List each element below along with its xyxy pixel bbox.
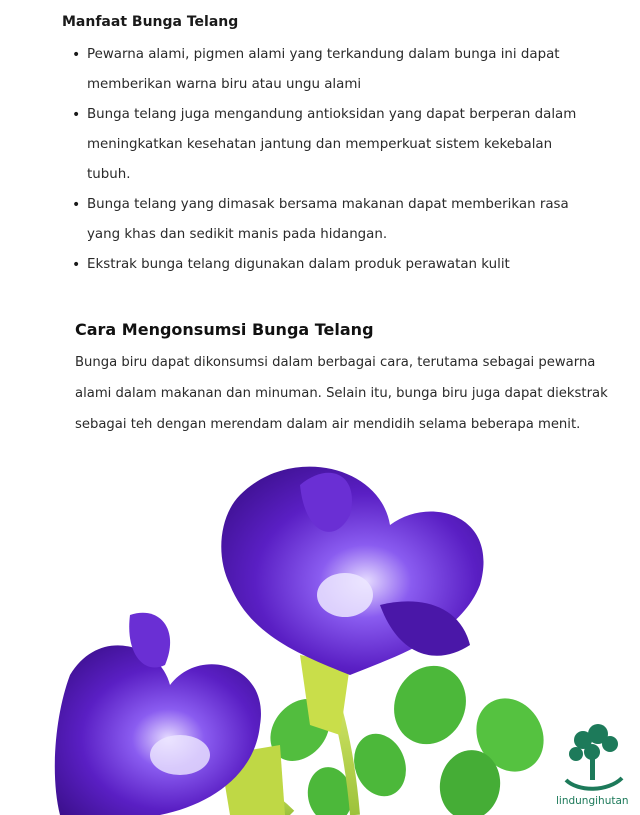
logo-text: lindungihutan	[556, 795, 629, 807]
list-item	[70, 100, 590, 190]
bullet-icon: •	[72, 197, 81, 213]
bullet-icon: •	[72, 257, 81, 273]
bullet-icon: •	[72, 47, 81, 63]
flower-upper	[221, 467, 483, 675]
list-item-text: Bunga telang yang dimasak bersama makanan dapat memberikan rasa yang khas dan sedikit manis pada hidangan.	[87, 197, 569, 242]
list-item-text: Ekstrak bunga telang digunakan dalam produk perawatan kulit	[87, 257, 510, 272]
tree-in-hand-icon	[558, 722, 630, 794]
leaf-group	[258, 654, 556, 815]
list-item-text: Pewarna alami, pigmen alami yang terkandung dalam bunga ini dapat memberikan warna biru atau ungu alami	[87, 47, 560, 92]
butterfly-pea-flower-illustration	[0, 455, 560, 815]
list-item	[70, 190, 590, 250]
list-item	[70, 250, 590, 280]
section-title-manfaat: Manfaat Bunga Telang	[62, 14, 239, 30]
section-title-cara: Cara Mengonsumsi Bunga Telang	[75, 320, 374, 339]
bullet-icon: •	[72, 107, 81, 123]
list-item	[70, 40, 590, 100]
consumption-paragraph: Bunga biru dapat dikonsumsi dalam berbagai cara, terutama sebagai pewarna alami dalam makanan dan minuman. Selain itu, bunga biru juga dapat diekstrak sebagai teh dengan merendam dalam air mendidih selama beberapa menit.	[75, 355, 608, 432]
benefits-list	[70, 40, 590, 280]
list-item-text: Bunga telang juga mengandung antioksidan yang dapat berperan dalam meningkatkan kesehatan jantung dan memperkuat sistem kekebalan tubuh.	[87, 107, 577, 182]
